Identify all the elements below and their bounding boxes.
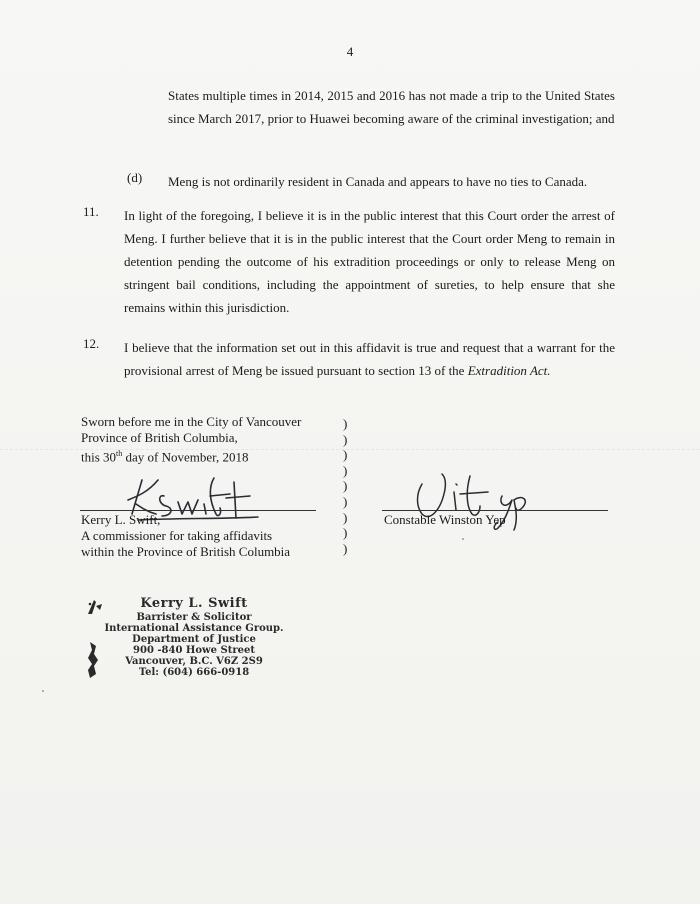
commissioner-title-line-2: within the Province of British Columbia xyxy=(81,544,291,559)
stamp-line-4: 900 -840 Howe Street xyxy=(133,645,255,656)
commissioner-signature-line xyxy=(80,510,316,511)
paragraph-11-text: In light of the foregoing, I believe it is in the public interest that this Court order the arrest of Meng. I further believe that it is in the public interest that the Court order Meng to remain in detention pending the outcome of his extradition proceedings or only to release Meng on stringent bail conditions, including the appointment of sureties, to help ensure that she remains within this jurisdiction. xyxy=(124,208,615,315)
jurat-date-ordinal: th xyxy=(116,449,123,458)
extradition-act-title: Extradition Act. xyxy=(467,363,551,378)
bracket-mark: ) xyxy=(343,431,348,447)
deponent-signature-line xyxy=(382,510,608,511)
item-d-marker: (d) xyxy=(127,170,143,185)
bracket-mark: ) xyxy=(343,525,348,541)
bracket-column xyxy=(343,416,347,556)
stamp-line-1: Barrister & Solicitor xyxy=(136,612,252,623)
page-number: 4 xyxy=(346,44,354,59)
bracket-mark: ) xyxy=(343,447,348,463)
bracket-mark: ) xyxy=(343,493,348,509)
jurat-block xyxy=(81,414,301,465)
paragraph-12-number: 12. xyxy=(83,336,100,351)
stamp-line-5: Vancouver, B.C. V6Z 2S9 xyxy=(125,656,263,667)
stamp-line-2: International Assistance Group. xyxy=(104,623,284,634)
jurat-line-2: Province of British Columbia, xyxy=(81,430,238,445)
scan-speck xyxy=(42,690,44,692)
bracket-mark: ) xyxy=(343,540,348,556)
item-d-text: Meng is not ordinarily resident in Canada and appears to have no ties to Canada. xyxy=(168,174,588,189)
stamp-line-6: Tel: (604) 666-0918 xyxy=(138,667,250,678)
commissioner-name: Kerry L. Swift, xyxy=(81,512,161,527)
continued-paragraph: States multiple times in 2014, 2015 and 2016 has not made a trip to the United States since March 2017, prior to Huawei becoming aware of the criminal investigation; and xyxy=(168,88,615,126)
scan-speck xyxy=(462,538,464,540)
jurat-line-1: Sworn before me in the City of Vancouver xyxy=(81,414,302,429)
paragraph-12-text xyxy=(124,336,615,382)
paragraph-12-body: I believe that the information set out in this affidavit is true and request that a warrant for the provisional arrest of Meng be issued pursuant to section 13 of the xyxy=(124,340,615,378)
bracket-mark: ) xyxy=(343,478,348,494)
stamp-line-3: Department of Justice xyxy=(132,634,256,645)
paragraph-11-number: 11. xyxy=(83,204,99,219)
commissioner-title-line-1: A commissioner for taking affidavits xyxy=(81,528,273,543)
bracket-mark: ) xyxy=(343,416,348,431)
commissioner-block xyxy=(81,512,290,560)
stamp-name: Kerry L. Swift xyxy=(140,596,248,611)
jurat-line-3 xyxy=(81,446,301,465)
lawyer-stamp xyxy=(84,596,304,678)
bracket-mark: ) xyxy=(343,509,348,525)
bracket-mark: ) xyxy=(343,462,348,478)
deponent-name: Constable Winston Yep xyxy=(384,512,506,527)
jurat-date-prefix: this 30 xyxy=(81,449,117,465)
jurat-date-suffix: day of November, 2018 xyxy=(122,449,249,465)
